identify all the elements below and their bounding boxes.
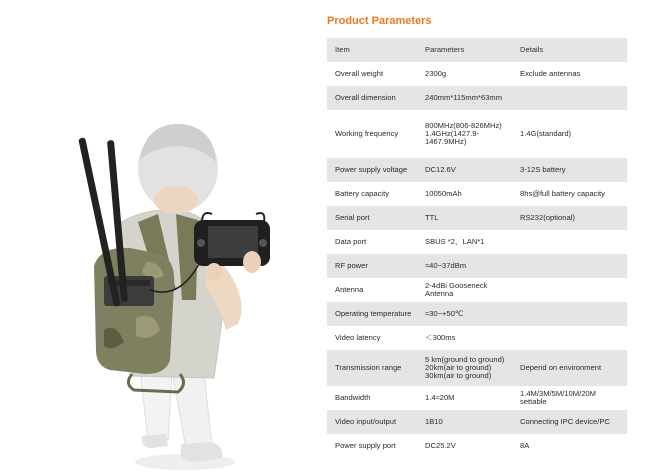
row-param: 10050mAh — [425, 189, 462, 198]
row-detail: RS232(optional) — [520, 213, 575, 222]
table-row — [327, 62, 627, 86]
row-item: Antenna — [335, 285, 364, 294]
row-detail: 3-12S battery — [520, 165, 566, 174]
row-item: Video latency — [335, 333, 381, 342]
row-item: Operating temperature — [335, 309, 412, 318]
row-param: 240mm*115mm*63mm — [425, 93, 503, 102]
row-param: DC12.6V — [425, 165, 456, 174]
row-item: Working frequency — [335, 129, 399, 138]
row-detail: Exclude antennas — [520, 69, 581, 78]
row-item: Serial port — [335, 213, 370, 222]
row-item: Overall dimension — [335, 93, 396, 102]
row-param: ≈30~+50℃ — [425, 309, 464, 318]
row-param: TTL — [425, 213, 439, 222]
row-detail: 8hs@full battery capacity — [520, 189, 605, 198]
header-item: Item — [335, 45, 350, 54]
row-param: 1B10 — [425, 417, 443, 426]
table-row — [327, 254, 627, 278]
row-param: 2-4dBi Gooseneck Antenna — [425, 281, 488, 298]
row-detail — [512, 302, 627, 326]
table-row — [327, 158, 627, 182]
row-param: 2300g — [425, 69, 447, 78]
row-param: ＜300ms — [425, 333, 456, 342]
row-param: 800MHz(806-826MHz) 1.4GHz(1427.9-1467.9MHz) — [425, 121, 502, 146]
table-row — [327, 434, 627, 458]
row-item: Overall weight — [335, 69, 384, 78]
row-param: 1.4≈20M — [425, 393, 455, 402]
row-item: Power supply voltage — [335, 165, 408, 174]
row-detail — [512, 278, 627, 302]
table-row — [327, 182, 627, 206]
row-param: DC25.2V — [425, 441, 456, 450]
row-detail — [512, 254, 627, 278]
row-param: ≈40~37dBm — [425, 261, 467, 270]
table-row — [327, 386, 627, 410]
table-row — [327, 278, 627, 302]
row-detail — [512, 326, 627, 350]
product-photo — [0, 0, 320, 476]
row-param: 5 km(ground to ground) 20km(air to ground) 30km(air to ground) — [425, 355, 505, 380]
row-detail — [512, 86, 627, 110]
table-header-row — [327, 38, 627, 62]
table-row — [327, 230, 627, 254]
row-detail — [512, 230, 627, 254]
table-row — [327, 302, 627, 326]
row-item: Video input/output — [335, 417, 397, 426]
row-item: Transmission range — [335, 363, 402, 372]
table-row — [327, 350, 627, 386]
row-item: Data port — [335, 237, 367, 246]
row-detail: 1.4G(standard) — [520, 129, 572, 138]
table-row — [327, 326, 627, 350]
header-details: Details — [520, 45, 544, 54]
row-param: SBUS *2、LAN*1 — [425, 237, 485, 246]
row-item: RF power — [335, 261, 368, 270]
row-item: Power supply port — [335, 441, 396, 450]
header-parameters: Parameters — [425, 45, 465, 54]
row-detail: Connecting IPC device/PC — [520, 417, 610, 426]
table-row — [327, 206, 627, 230]
table-row — [327, 410, 627, 434]
table-row — [327, 86, 627, 110]
row-detail: 1.4M/3M/5M/10M/20M settable — [520, 389, 596, 406]
row-detail: 8A — [520, 441, 530, 450]
row-item: Bandwidth — [335, 393, 371, 402]
row-detail: Depend on environment — [520, 363, 602, 372]
row-item: Battery capacity — [335, 189, 390, 198]
parameters-table — [327, 38, 627, 458]
section-title: Product Parameters — [327, 15, 432, 27]
table-row — [327, 110, 627, 158]
